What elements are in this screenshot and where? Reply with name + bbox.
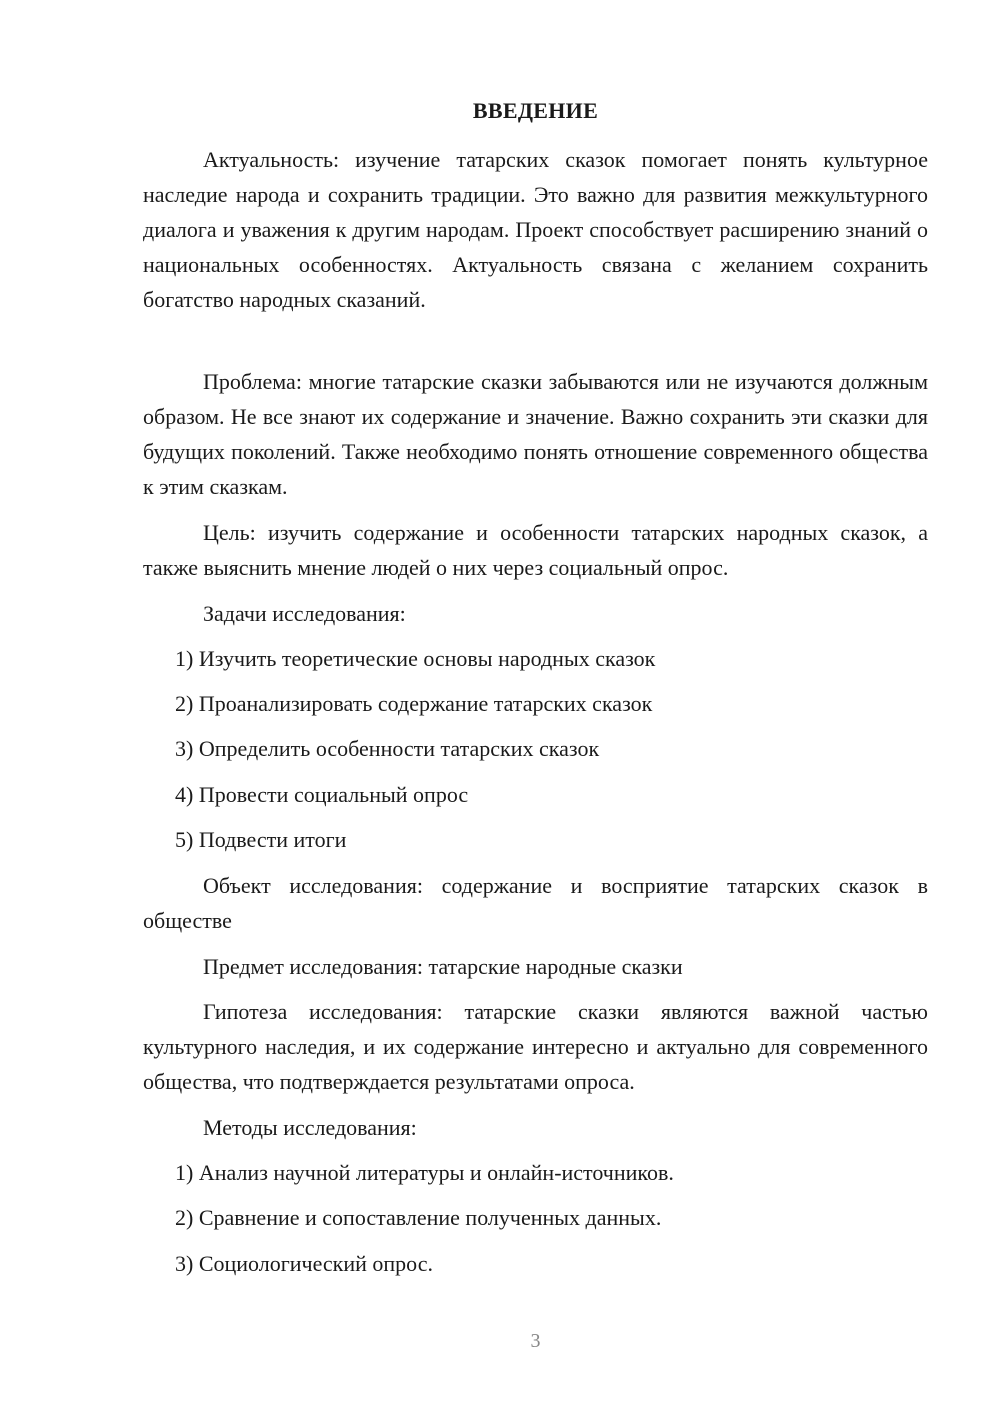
- tasks-heading: Задачи исследования:: [203, 601, 406, 626]
- relevance-paragraph: Актуальность: изучение татарских сказок помогает понять культурное наследие народа и сохранить традиции. Это важно для развития межкультурного диалога и уважения к другим народам. Проект способствует расширению знаний о национальных особенностях. Актуальность связана с желанием сохранить богатство народных сказаний.: [143, 147, 928, 312]
- problem-paragraph: Проблема: многие татарские сказки забываются или не изучаются должным образом. Не все знают их содержание и значение. Важно сохранить эти сказки для будущих поколений. Также необходимо понять отношение современного общества к этим сказкам.: [143, 369, 928, 499]
- task-item: 1) Изучить теоретические основы народных сказок: [175, 646, 656, 671]
- method-item: 2) Сравнение и сопоставление полученных данных.: [175, 1205, 662, 1230]
- task-item: 2) Проанализировать содержание татарских сказок: [175, 691, 653, 716]
- method-item: 1) Анализ научной литературы и онлайн-источников.: [175, 1160, 674, 1185]
- methods-heading: Методы исследования:: [203, 1115, 417, 1140]
- subject-line: Предмет исследования: татарские народные сказки: [203, 954, 683, 979]
- document-page: [143, 0, 928, 1414]
- task-item: 4) Провести социальный опрос: [175, 782, 469, 807]
- hypothesis-paragraph: Гипотеза исследования: татарские сказки являются важной частью культурного наследия, и их содержание интересно и актуально для современного общества, что подтверждается результатами опроса.: [143, 999, 928, 1094]
- object-paragraph: Объект исследования: содержание и восприятие татарских сказок в обществе: [143, 873, 928, 933]
- page-number: 3: [530, 1330, 541, 1352]
- task-item: 3) Определить особенности татарских сказок: [175, 736, 600, 761]
- page-title: ВВЕДЕНИЕ: [472, 98, 599, 123]
- task-item: 5) Подвести итоги: [175, 827, 347, 852]
- method-item: 3) Социологический опрос.: [175, 1251, 433, 1276]
- goal-paragraph: Цель: изучить содержание и особенности татарских народных сказок, а также выяснить мнение людей о них через социальный опрос.: [143, 520, 928, 580]
